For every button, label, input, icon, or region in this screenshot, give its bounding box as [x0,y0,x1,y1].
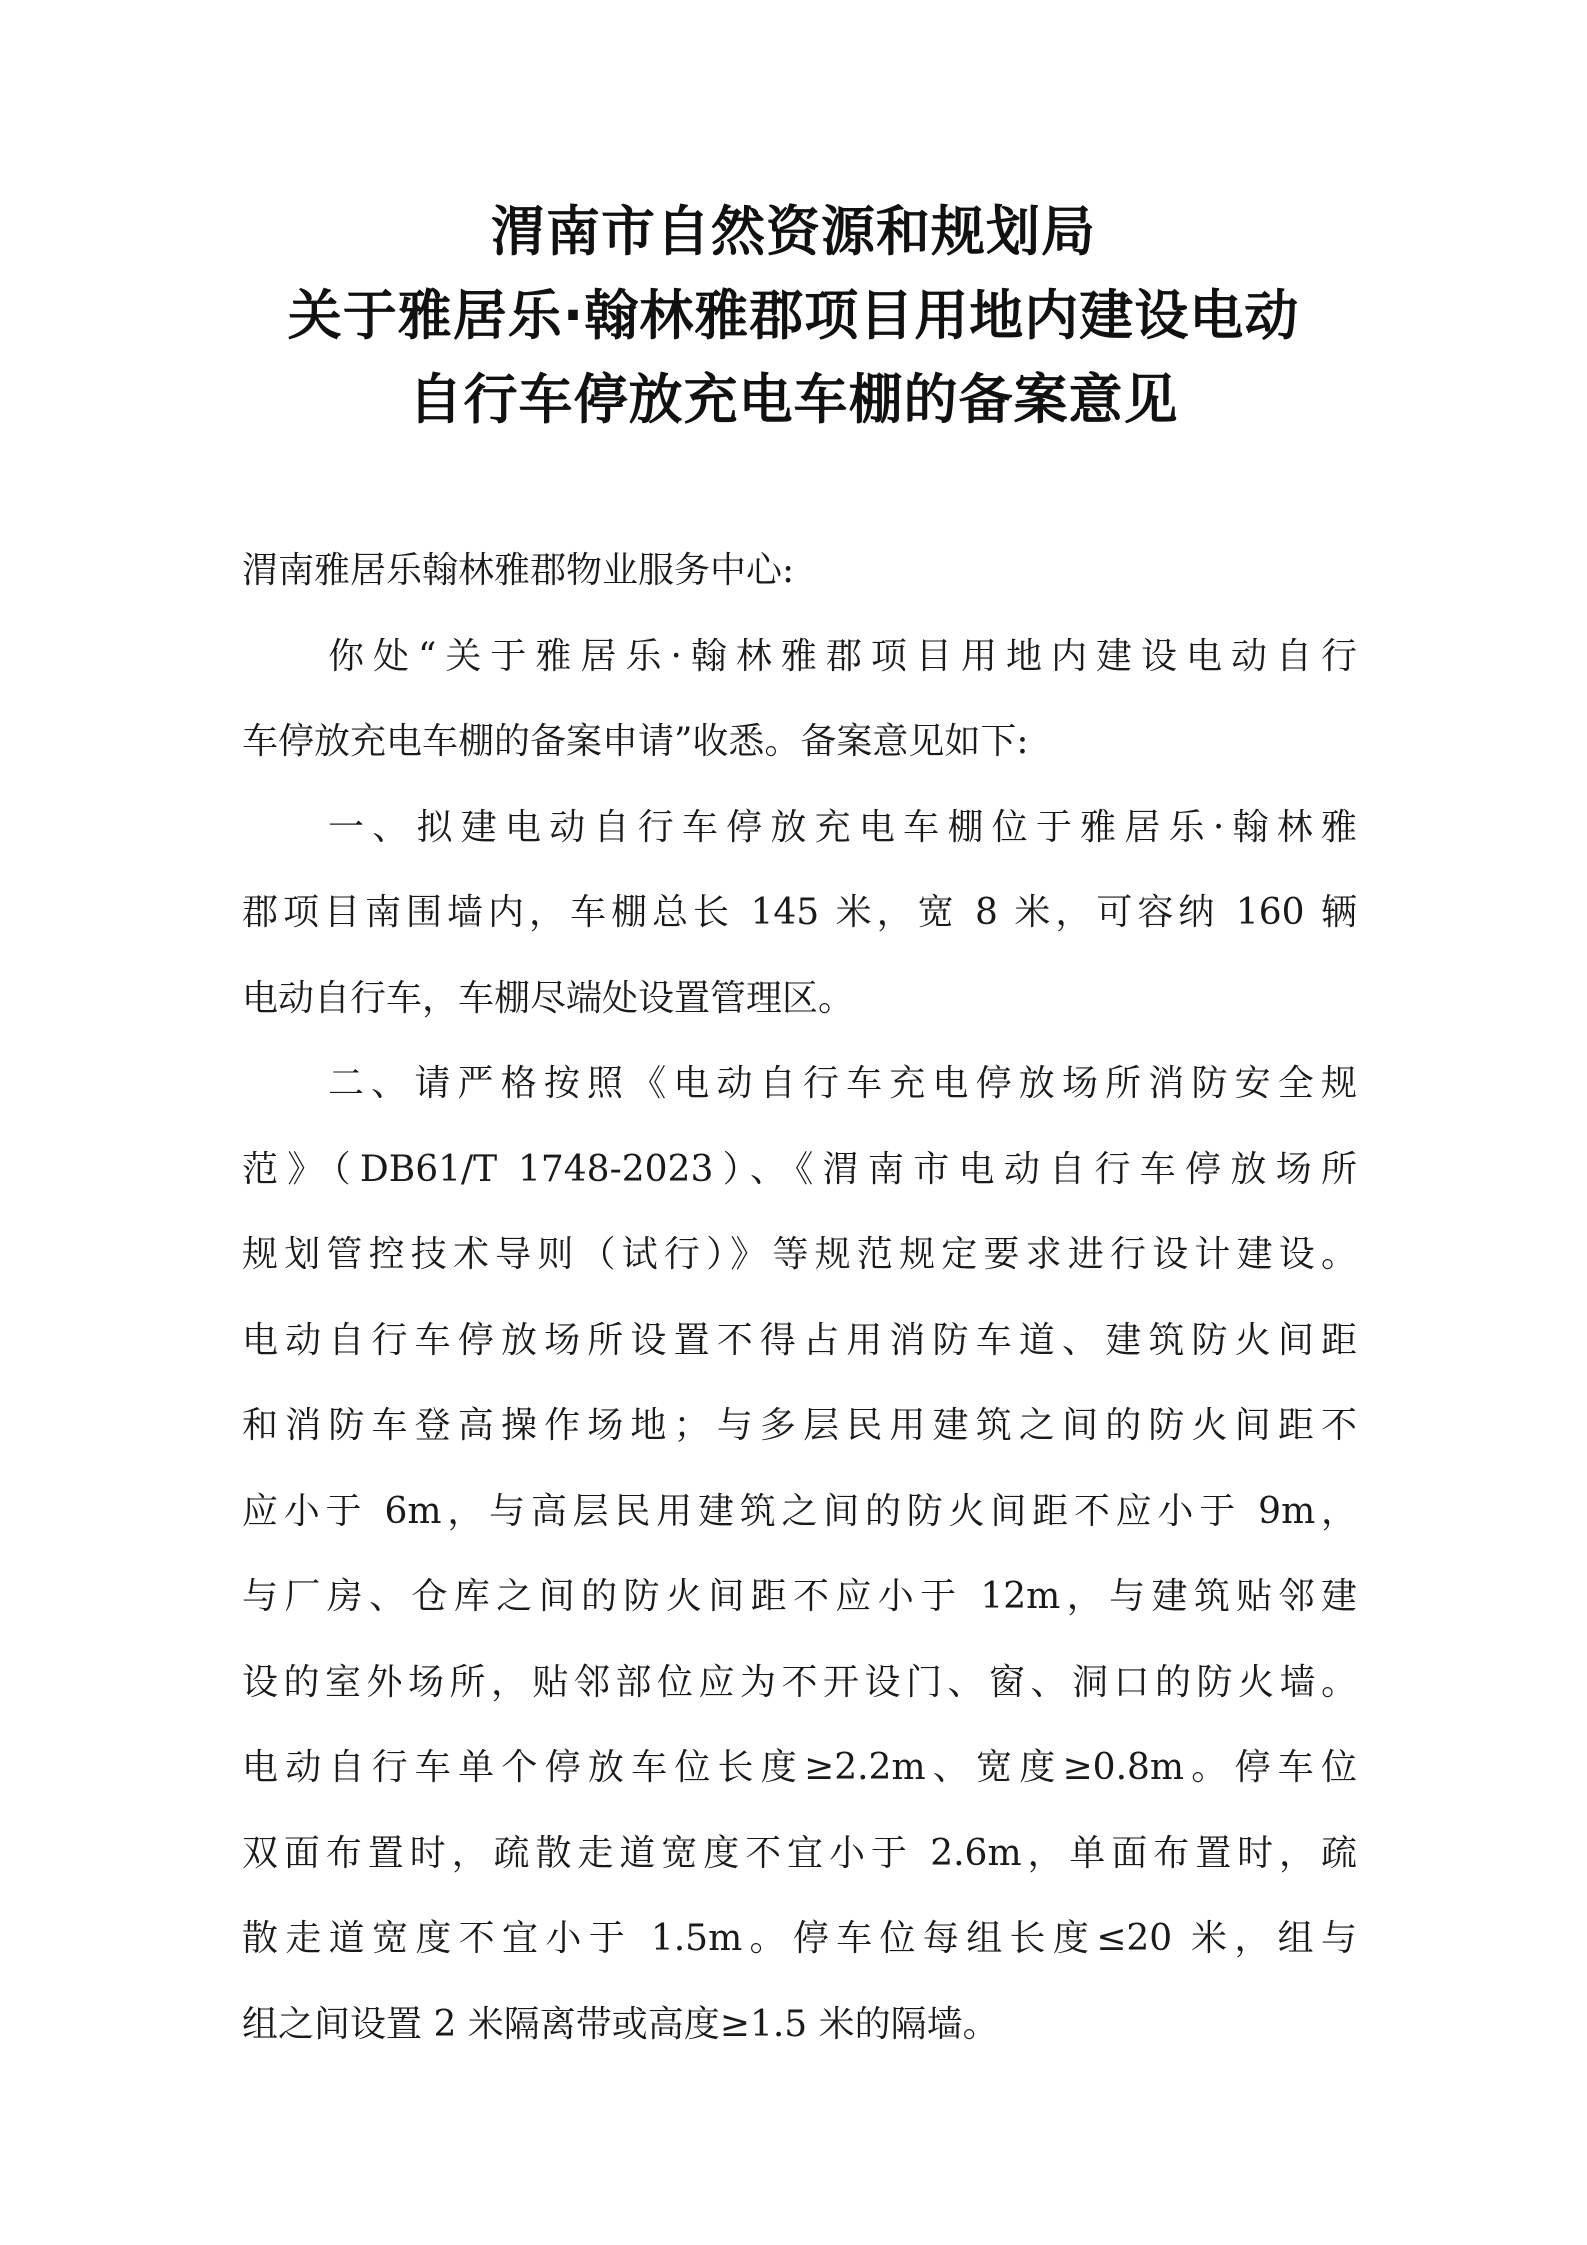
paragraph-2-line-6: 应小于 6m，与高层民用建筑之间的防火间距不应小于 9m， [242,1490,1357,1532]
paragraph-2-line-12: 组之间设置 2 米隔离带或高度≥1.5 米的隔墙。 [242,2003,999,2045]
title-line-3: 自行车停放充电车棚的备案意见 [408,368,1179,431]
paragraph-1-line-3: 电动自行车，车棚尽端处设置管理区。 [242,977,855,1019]
paragraph-2-line-10: 双面布置时，疏散走道宽度不宜小于 2.6m，单面布置时，疏 [242,1832,1357,1874]
paragraph-intro-line-2: 车停放充电车棚的备案申请”收悉。备案意见如下: [242,721,1029,762]
paragraph-1-line-1: 一、拟建电动自行车停放充电车棚位于雅居乐·翰林雅 [328,806,1357,848]
title-line-2: 关于雅居乐·翰林雅郡项目用地内建设电动 [287,284,1300,347]
paragraph-2-line-5: 和消防车登高操作场地；与多层民用建筑之间的防火间距不 [242,1405,1357,1446]
addressee: 渭南雅居乐翰林雅郡物业服务中心: [242,550,795,591]
paragraph-2-line-11: 散走道宽度不宜小于 1.5m。停车位每组长度≤20 米，组与 [242,1918,1357,1959]
paragraph-2-line-1: 二、请严格按照《电动自行车充电停放场所消防安全规 [328,1063,1357,1104]
document-title [0,190,1587,442]
paragraph-2-line-9: 电动自行车单个停放车位长度≥2.2m、宽度≥0.8m。停车位 [242,1747,1357,1788]
paragraph-intro-line-1: 你处“关于雅居乐·翰林雅郡项目用地内建设电动自行 [328,635,1357,677]
document-body [242,528,1357,2067]
paragraph-1-line-2: 郡项目南围墙内，车棚总长 145 米，宽 8 米，可容纳 160 辆 [242,892,1357,933]
title-line-1: 渭南市自然资源和规划局 [491,200,1096,263]
paragraph-2-line-3: 规划管控技术导则（试行）》等规范规定要求进行设计建设。 [242,1234,1357,1275]
paragraph-2-line-8: 设的室外场所，贴邻部位应为不开设门、窗、洞口的防火墙。 [242,1661,1357,1703]
paragraph-2-line-2: 范》（DB61/T 1748-2023）、《渭南市电动自行车停放场所 [242,1148,1357,1190]
paragraph-2-line-7: 与厂房、仓库之间的防火间距不应小于 12m，与建筑贴邻建 [242,1576,1357,1617]
paragraph-2-line-4: 电动自行车停放场所设置不得占用消防车道、建筑防火间距 [242,1319,1357,1361]
